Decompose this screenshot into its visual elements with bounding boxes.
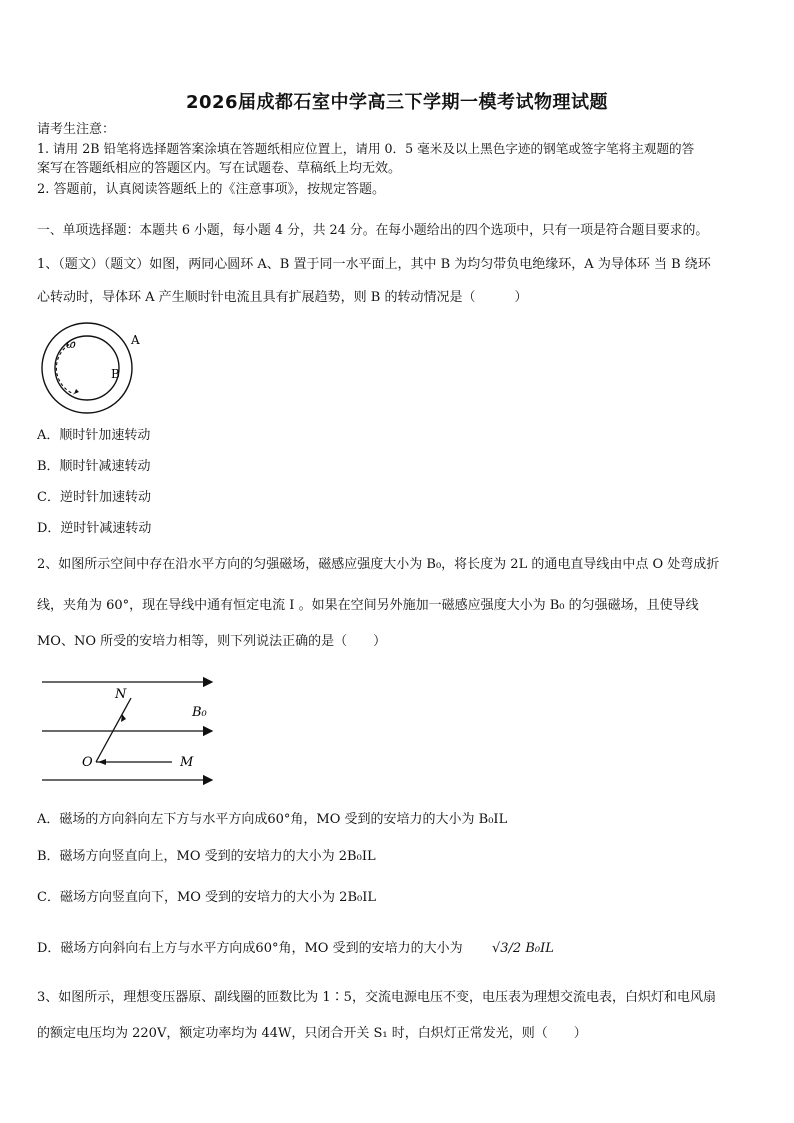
ring-b [55,336,119,400]
q3-stem-line2: 的额定电压均为 220V，额定功率均为 44W，只闭合开关 S₁ 时，白炽灯正常发光，则（ ） [37,1026,587,1041]
q1-option-b: B．顺时针减速转动 [37,459,151,474]
q2-magnetic-field-figure [38,668,218,788]
label-m: M [180,755,194,770]
notice-1-line1: 1. 请用 2B 铅笔将选择题答案涂填在答题纸相应位置上，请用 0．5 毫米及以上黑色字迹的钢笔或签字笔将主观题的答 [37,141,695,156]
q2-stem-line2: 线，夹角为 60°，现在导线中通有恒定电流 I 。如果在空间另外施加一磁感应强度大小为 B₀ 的匀强磁场，且使导线 [37,598,699,613]
q2-stem-line3: MO、NO 所受的安培力相等，则下列说法正确的是（ ） [37,634,387,649]
label-n: N [115,687,127,702]
rotation-arrowhead [74,389,79,394]
q2-option-d-formula: √3/2 B₀IL [492,941,554,956]
section-1-heading: 一、单项选择题：本题共 6 小题，每小题 4 分，共 24 分。在每小题给出的四个选项中，只有一项是符合题目要求的。 [37,223,709,238]
q3-stem-line1: 3、如图所示，理想变压器原、副线圈的匝数比为 1∶5，交流电源电压不变，电压表为理想交流电表，白炽灯和电风扇 [37,990,716,1005]
label-b: B [111,367,120,381]
notice-1-line2: 案写在答题纸相应的答题区内。写在试题卷、草稿纸上均无效。 [37,161,402,176]
q1-stem-line1: 1、（题文）（题文）如图，两同心圆环 A、B 置于同一水平面上，其中 B 为均匀带负电绝缘环，A 为导体环 当 B 绕环 [37,257,711,272]
q2-option-a: A．磁场的方向斜向左下方与水平方向成60°角，MO 受到的安培力的大小为 B₀IL [37,812,508,827]
notice-header: 请考生注意： [37,122,116,137]
q2-option-c: C．磁场方向竖直向下，MO 受到的安培力的大小为 2B₀IL [37,890,376,905]
q1-option-c: C．逆时针加速转动 [37,490,151,505]
q1-option-a: A．顺时针加速转动 [37,428,151,443]
label-b0: B₀ [192,705,207,720]
q2-option-d: D．磁场方向斜向右上方与水平方向成60°角，MO 受到的安培力的大小为 [37,941,463,956]
page-title: 2026届成都石室中学高三下学期一模考试物理试题 [185,92,609,113]
q2-stem-line1: 2、如图所示空间中存在沿水平方向的匀强磁场，磁感应强度大小为 B₀，将长度为 2L 的通电直导线由中点 O 处弯成折 [37,557,720,572]
wire-mo-arrow [98,759,106,765]
label-o: O [82,755,93,770]
q1-concentric-rings-figure [36,322,146,414]
q2-option-b: B．磁场方向竖直向上，MO 受到的安培力的大小为 2B₀IL [37,849,376,864]
label-omega: ω [66,337,76,351]
q1-option-d: D．逆时针减速转动 [37,521,152,536]
label-a: A [131,333,140,347]
q1-stem-line2: 心转动时，导体环 A 产生顺时针电流且具有扩展趋势，则 B 的转动情况是（ ） [37,290,528,305]
notice-2: 2. 答题前，认真阅读答题纸上的《注意事项》，按规定答题。 [37,182,386,197]
wire-no [96,698,131,762]
